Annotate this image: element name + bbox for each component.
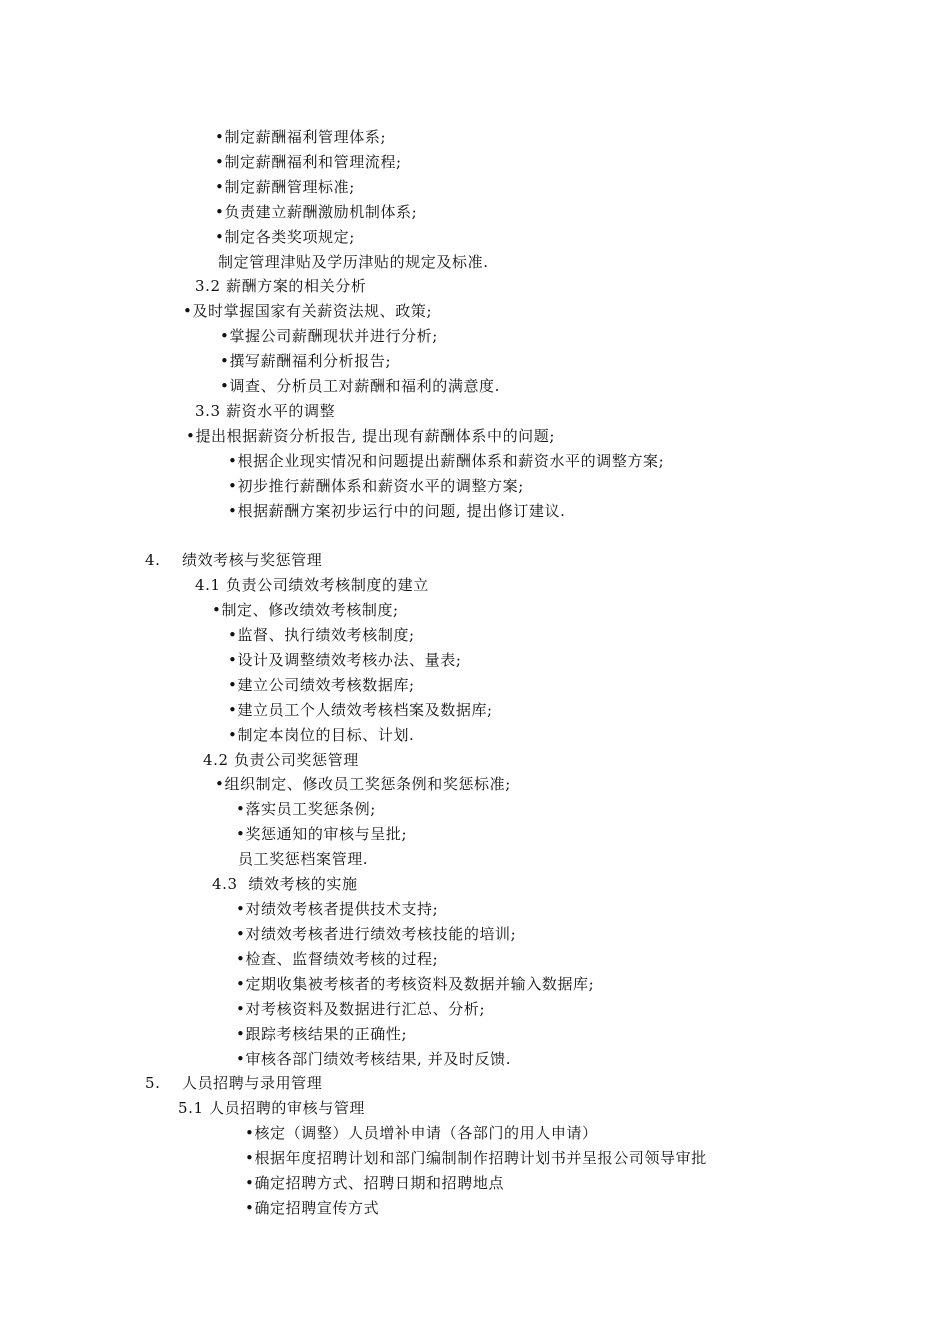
text-line: •调查、分析员工对薪酬和福利的满意度. [220, 377, 501, 395]
section-heading: 3.3 薪资水平的调整 [195, 402, 336, 420]
text-line: •提出根据薪资分析报告, 提出现有薪酬体系中的问题; [186, 427, 556, 445]
text-line: •制定薪酬管理标准; [215, 178, 355, 196]
text-line: •设计及调整绩效考核办法、量表; [228, 651, 462, 669]
text-line: •建立公司绩效考核数据库; [228, 676, 415, 694]
text-line: •制定、修改绩效考核制度; [212, 601, 399, 619]
text-line: •奖惩通知的审核与呈批; [236, 825, 408, 843]
text-line: •检查、监督绩效考核的过程; [236, 950, 439, 968]
text-line: •确定招聘宣传方式 [245, 1199, 380, 1217]
section-heading: 4.2 负责公司奖惩管理 [203, 751, 359, 769]
section-heading: 4.1 负责公司绩效考核制度的建立 [195, 576, 429, 594]
text-line: •制定薪酬福利和管理流程; [215, 153, 402, 171]
text-line: •建立员工个人绩效考核档案及数据库; [228, 701, 493, 719]
text-line: •监督、执行绩效考核制度; [228, 626, 415, 644]
section-heading: 3.2 薪酬方案的相关分析 [195, 277, 367, 295]
text-line: 员工奖惩档案管理. [238, 850, 369, 868]
text-line: •撰写薪酬福利分析报告; [220, 352, 392, 370]
chapter-heading: 4. 绩效考核与奖惩管理 [145, 551, 323, 569]
text-line: •定期收集被考核者的考核资料及数据并输入数据库; [236, 975, 595, 993]
text-line: •核定（调整）人员增补申请（各部门的用人申请） [245, 1124, 598, 1142]
text-line: •制定薪酬福利管理体系; [215, 128, 387, 146]
text-line: 制定管理津贴及学历津贴的规定及标准. [218, 253, 489, 271]
text-line: •审核各部门绩效考核结果, 并及时反馈. [236, 1050, 512, 1068]
text-line: •制定各类奖项规定; [215, 228, 355, 246]
text-line: •根据薪酬方案初步运行中的问题, 提出修订建议. [228, 502, 566, 520]
text-line: •制定本岗位的目标、计划. [228, 726, 415, 744]
text-line: •跟踪考核结果的正确性; [236, 1025, 408, 1043]
text-line: •掌握公司薪酬现状并进行分析; [220, 327, 438, 345]
text-line: •根据年度招聘计划和部门编制制作招聘计划书并呈报公司领导审批 [245, 1149, 707, 1167]
text-line: •对考核资料及数据进行汇总、分析; [236, 1000, 486, 1018]
section-heading: 4.3 绩效考核的实施 [212, 875, 358, 893]
text-line: •负责建立薪酬激励机制体系; [215, 203, 418, 221]
text-line: •组织制定、修改员工奖惩条例和奖惩标准; [215, 775, 511, 793]
section-heading: 5.1 人员招聘的审核与管理 [178, 1099, 366, 1117]
chapter-heading: 5. 人员招聘与录用管理 [145, 1074, 323, 1092]
text-line: •对绩效考核者提供技术支持; [236, 900, 439, 918]
text-line: •初步推行薪酬体系和薪资水平的调整方案; [228, 477, 524, 495]
text-line: •及时掌握国家有关薪资法规、政策; [183, 302, 433, 320]
text-line: •确定招聘方式、招聘日期和招聘地点 [245, 1174, 505, 1192]
text-line: •对绩效考核者进行绩效考核技能的培训; [236, 925, 517, 943]
text-line: •落实员工奖惩条例; [236, 800, 376, 818]
text-line: •根据企业现实情况和问题提出薪酬体系和薪资水平的调整方案; [228, 452, 665, 470]
